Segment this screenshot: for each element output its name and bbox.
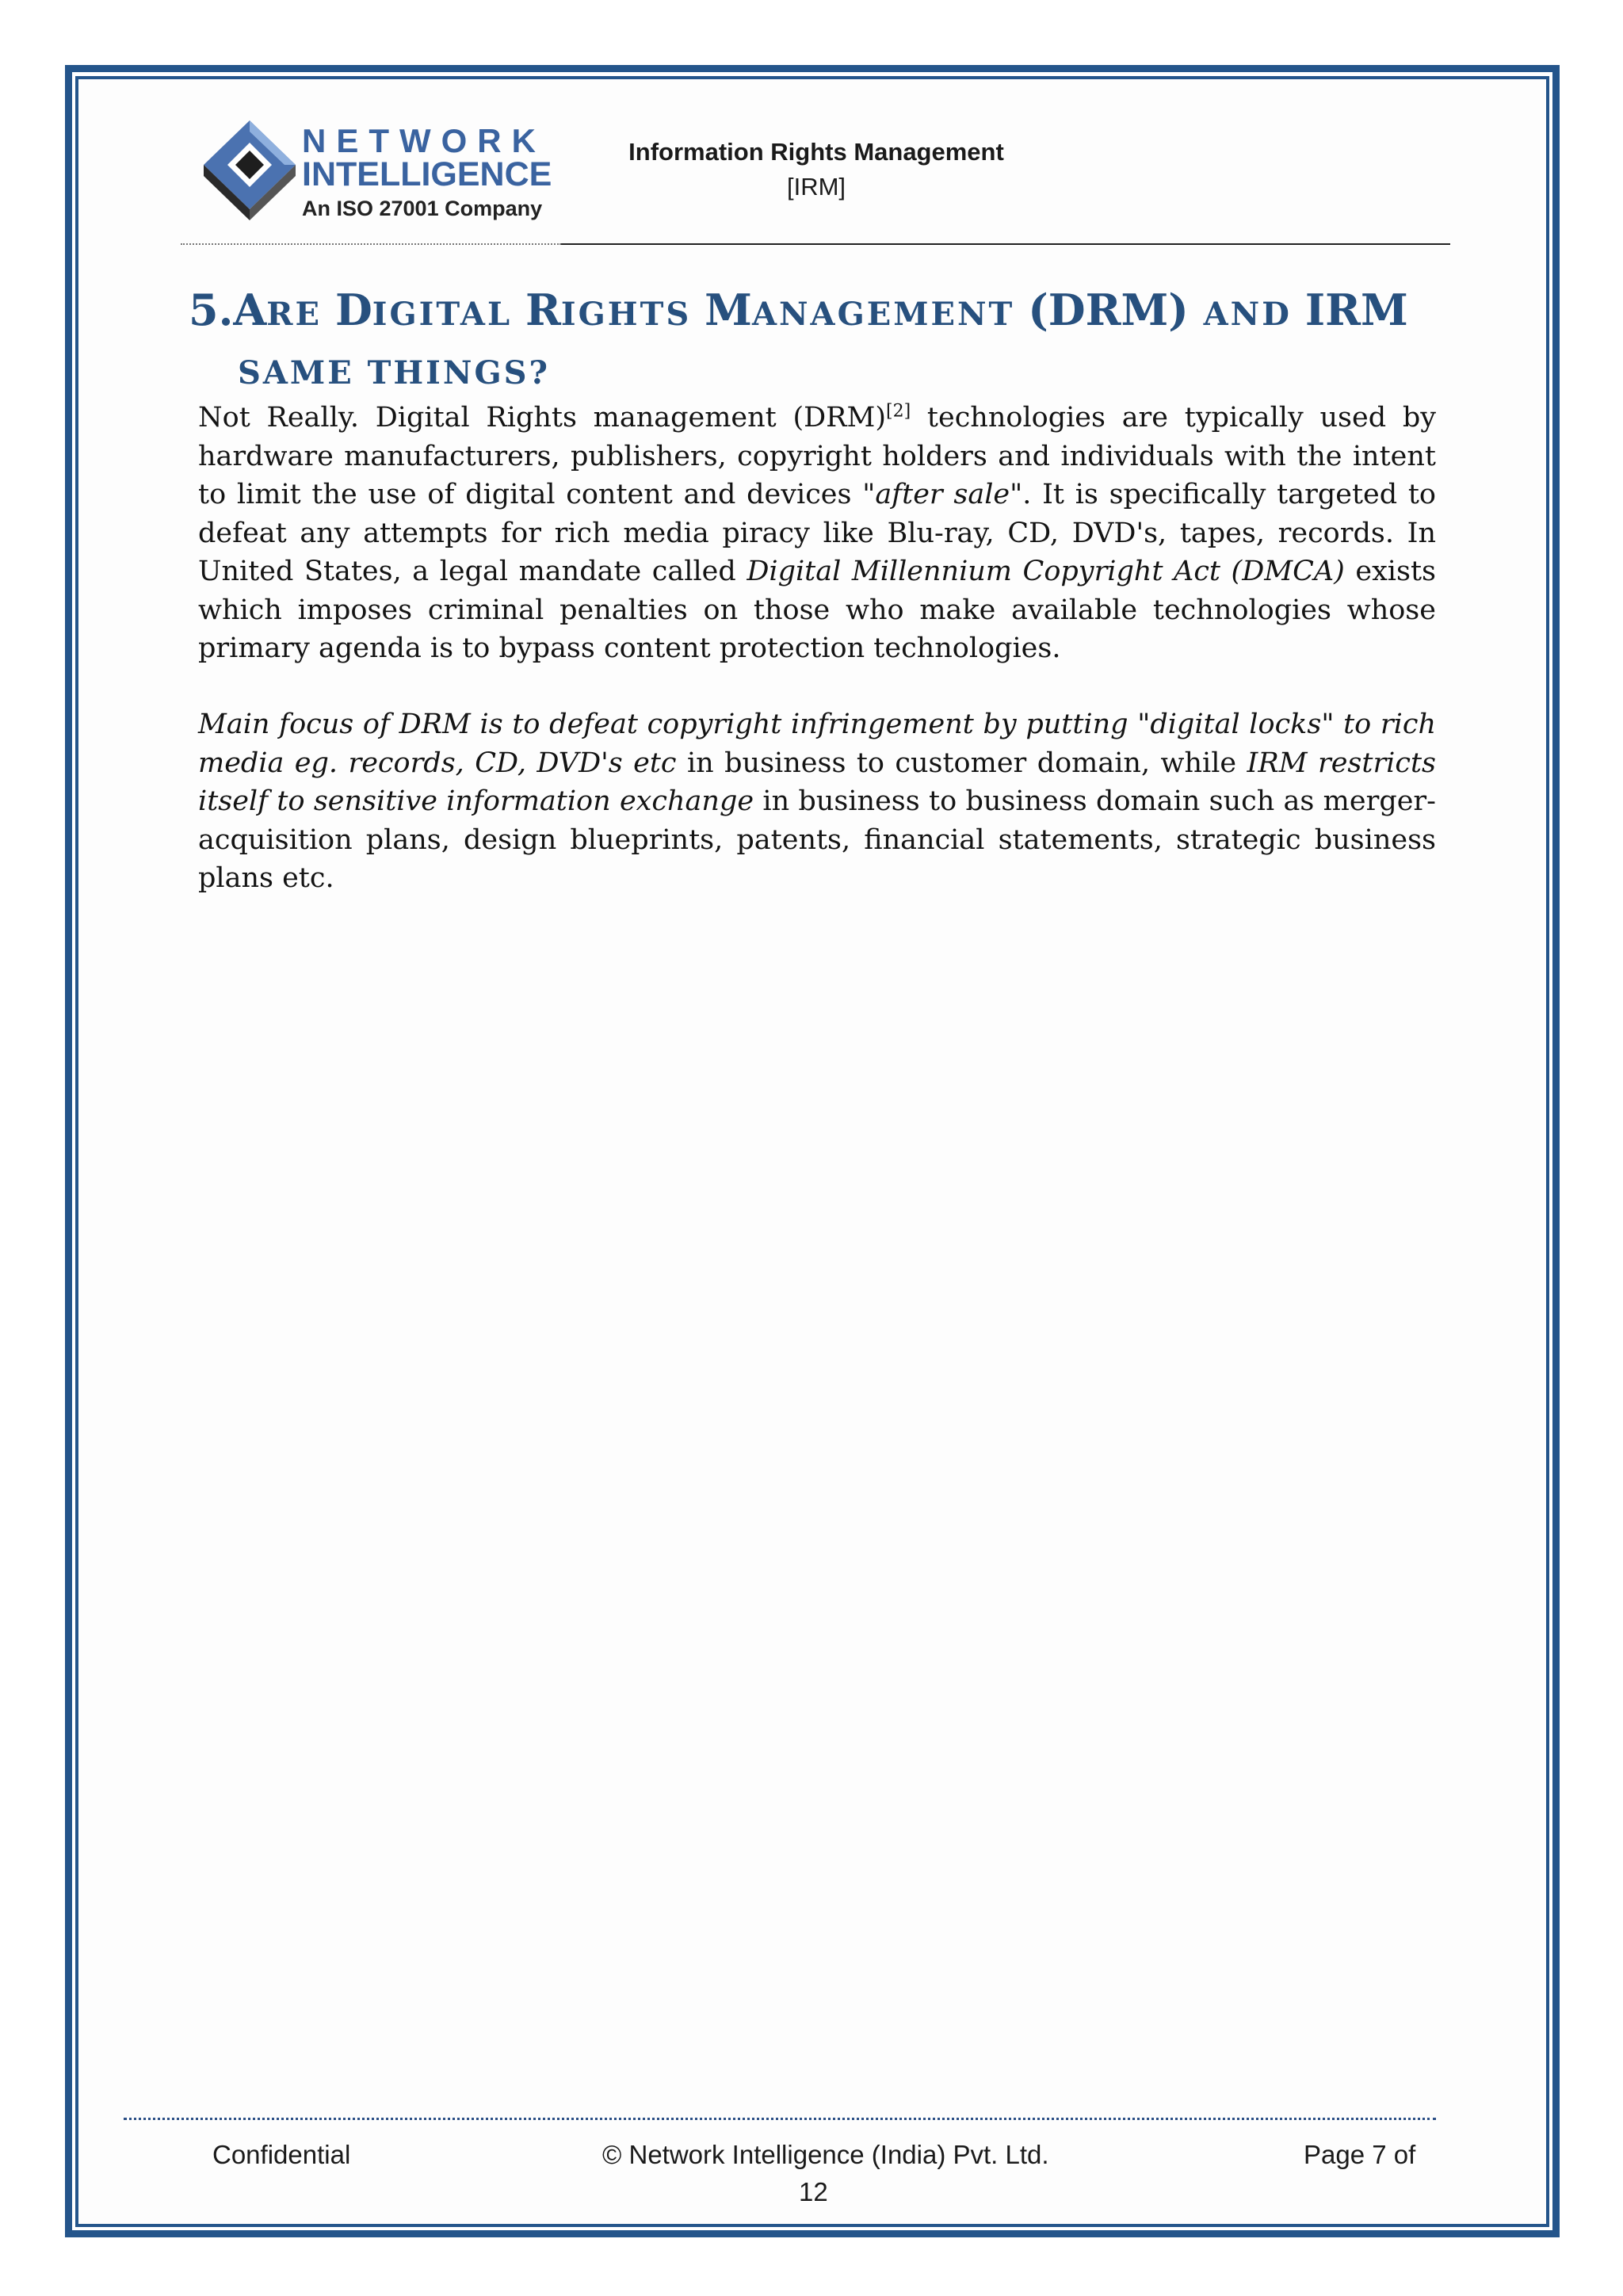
section-heading <box>189 284 1457 399</box>
footer-page-number: Page 7 of <box>1304 2140 1416 2169</box>
heading-acronym: IRM <box>1304 285 1408 335</box>
header-divider-solid <box>561 243 1450 245</box>
heading-smallcaps: AND <box>1203 296 1305 333</box>
section-number: 5. <box>189 285 234 335</box>
paragraph-emphasis: IRM restricts itself to sensitive information exchange <box>198 747 1436 817</box>
footer-confidential: Confidential <box>212 2140 351 2169</box>
footer-divider <box>124 2118 1436 2120</box>
section-heading-line2: SAME THINGS? <box>238 354 550 392</box>
header-divider-dotted <box>181 243 561 245</box>
heading-smallcaps: IGITAL <box>372 296 526 333</box>
paragraph-emphasis: "after sale" <box>862 479 1023 510</box>
footer-copyright: © Network Intelligence (India) Pvt. Ltd. <box>602 2140 1049 2169</box>
company-logo <box>202 119 551 226</box>
heading-cap: R <box>525 285 561 335</box>
logo-text-intelligence: INTELLIGENCE <box>302 155 552 193</box>
paragraph-text: in business to business domain such as merger-acquisition plans, design blueprints, patents, financial statements, strategic business plans etc. <box>198 785 1436 894</box>
heading-smallcaps: RE <box>266 296 335 333</box>
logo-tagline: An ISO 27001 Company <box>302 197 543 220</box>
heading-acronym: (DRM) <box>1028 285 1204 335</box>
paragraph-text: in business to customer domain, while <box>676 747 1247 779</box>
footer-page-total: 12 <box>799 2177 828 2206</box>
paragraph-drm-definition <box>198 399 1436 668</box>
paragraph-emphasis: Digital Millennium Copyright Act (DMCA) <box>747 556 1345 587</box>
reference-marker: [2] <box>886 401 911 422</box>
paragraph-text: technologies are typically used by hardware manufacturers, publishers, copyright holders and individuals with the intent to limit the use of digital content and devices <box>198 402 1436 510</box>
heading-cap: D <box>334 285 372 335</box>
paragraph-text: exists which imposes criminal penalties on those who make available technologies whose primary agenda is to bypass content protection technologies. <box>198 556 1436 664</box>
section-heading-line1 <box>189 284 1457 347</box>
heading-cap: M <box>705 285 752 335</box>
paragraph-emphasis: Main focus of DRM is to defeat copyright infringement by putting "digital locks" to rich media eg. records, CD, DVD's etc <box>198 709 1436 779</box>
paragraph-text: . It is specifically targeted to defeat any attempts for rich media piracy like Blu-ray, CD, DVD's, tapes, records. In United States, a legal mandate called <box>198 479 1436 587</box>
heading-smallcaps: IGHTS <box>560 296 705 333</box>
header-subtitle: [IRM] <box>786 173 846 201</box>
heading-smallcaps: ANAGEMENT <box>751 296 1029 333</box>
diamond-logo-icon <box>202 119 297 222</box>
paragraph-drm-vs-irm <box>198 705 1436 898</box>
document-header <box>571 135 1062 204</box>
paragraph-text: Not Really. Digital Rights management (DRM) <box>198 402 887 434</box>
header-title: Information Rights Management <box>628 138 1004 166</box>
heading-cap: A <box>233 285 267 335</box>
logo-text-network: NETWORK <box>302 122 546 159</box>
